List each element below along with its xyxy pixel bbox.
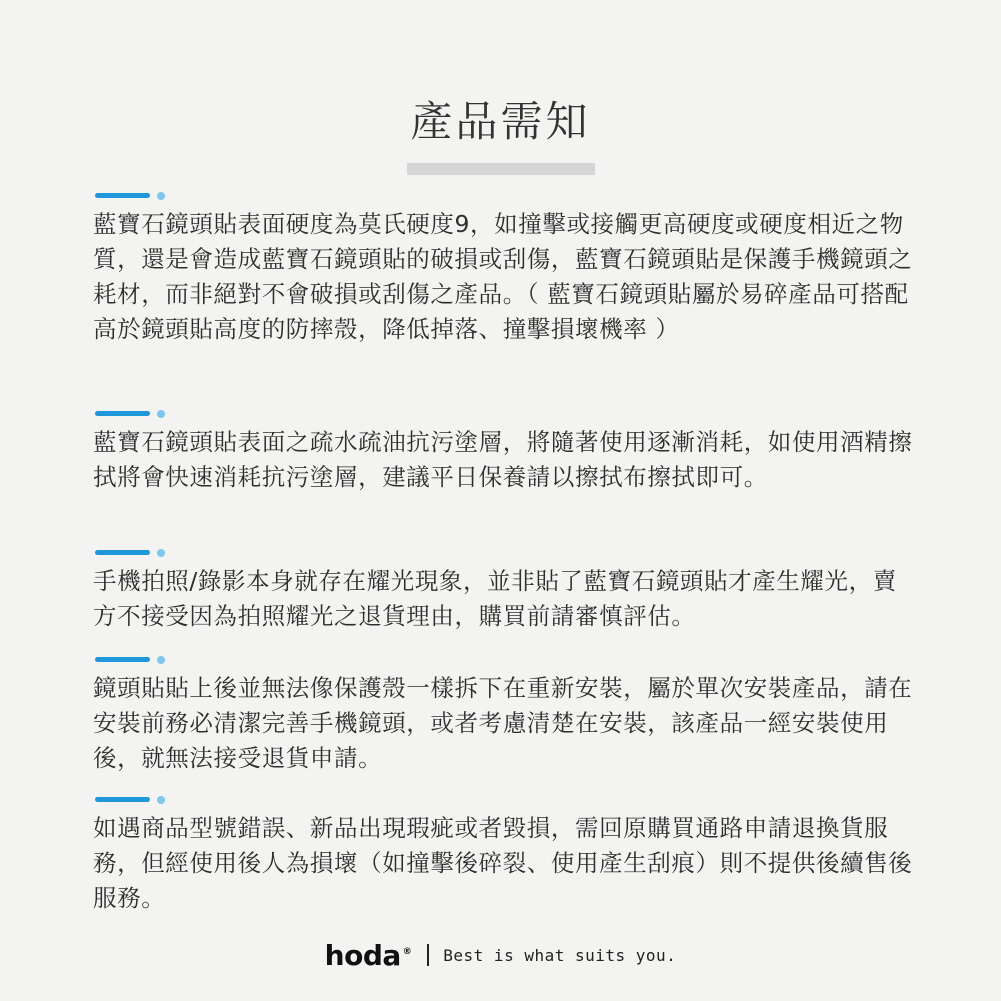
title-underline bbox=[407, 163, 595, 175]
marker-bar bbox=[95, 550, 150, 555]
footer bbox=[0, 935, 1001, 975]
marker-dot bbox=[157, 656, 165, 664]
notice-section-2 bbox=[93, 409, 913, 495]
marker-bar bbox=[95, 411, 150, 416]
page-title: 產品需知 bbox=[410, 97, 591, 146]
notice-text: 藍寶石鏡頭貼表面之疏水疏油抗污塗層，將隨著使用逐漸消耗，如使用酒精擦拭將會快速消耗抗污塗層，建議平日保養請以擦拭布擦拭即可。 bbox=[93, 428, 913, 491]
marker-dot bbox=[157, 410, 165, 418]
notice-text: 鏡頭貼貼上後並無法像保護殼一樣拆下在重新安裝，屬於單次安裝產品，請在安裝前務必清潔完善手機鏡頭，或者考慮清楚在安裝，該產品一經安裝使用後，就無法接受退貨申請。 bbox=[93, 674, 913, 772]
marker-bar bbox=[95, 193, 150, 198]
marker-bar bbox=[95, 797, 150, 802]
notice-section-4 bbox=[93, 655, 913, 776]
registered-mark: ® bbox=[402, 947, 412, 958]
notice-section-5 bbox=[93, 795, 913, 916]
notice-text: 藍寶石鏡頭貼表面硬度為莫氏硬度9，如撞擊或接觸更高硬度或硬度相近之物質，還是會造成藍寶石鏡頭貼的破損或刮傷，藍寶石鏡頭貼是保護手機鏡頭之耗材，而非絕對不會破損或刮傷之產品。（ 藍寶石鏡頭貼屬於易碎產品可搭配高於鏡頭貼高度的防摔殼，降低掉落、撞擊損壞機率 ） bbox=[93, 210, 913, 343]
marker-dot bbox=[157, 796, 165, 804]
section-marker bbox=[93, 191, 913, 201]
marker-dot bbox=[157, 192, 165, 200]
marker-bar bbox=[95, 657, 150, 662]
section-marker bbox=[93, 409, 913, 419]
marker-dot bbox=[157, 549, 165, 557]
notice-section-3 bbox=[93, 548, 913, 634]
section-marker bbox=[93, 655, 913, 665]
notice-text: 如遇商品型號錯誤、新品出現瑕疵或者毀損，需回原購買通路申請退換貨服務，但經使用後人為損壞（如撞擊後碎裂、使用產生刮痕）則不提供後續售後服務。 bbox=[93, 814, 913, 912]
section-marker bbox=[93, 548, 913, 558]
section-marker bbox=[93, 795, 913, 805]
footer-divider bbox=[427, 944, 429, 966]
brand-tagline: Best is what suits you. bbox=[443, 945, 677, 965]
notice-text: 手機拍照/錄影本身就存在耀光現象，並非貼了藍寶石鏡頭貼才產生耀光，賣方不接受因為拍照耀光之退貨理由，購買前請審慎評估。 bbox=[93, 567, 897, 630]
brand-name: hoda bbox=[324, 938, 401, 972]
notice-section-1 bbox=[93, 191, 913, 347]
brand-logo bbox=[325, 939, 412, 972]
